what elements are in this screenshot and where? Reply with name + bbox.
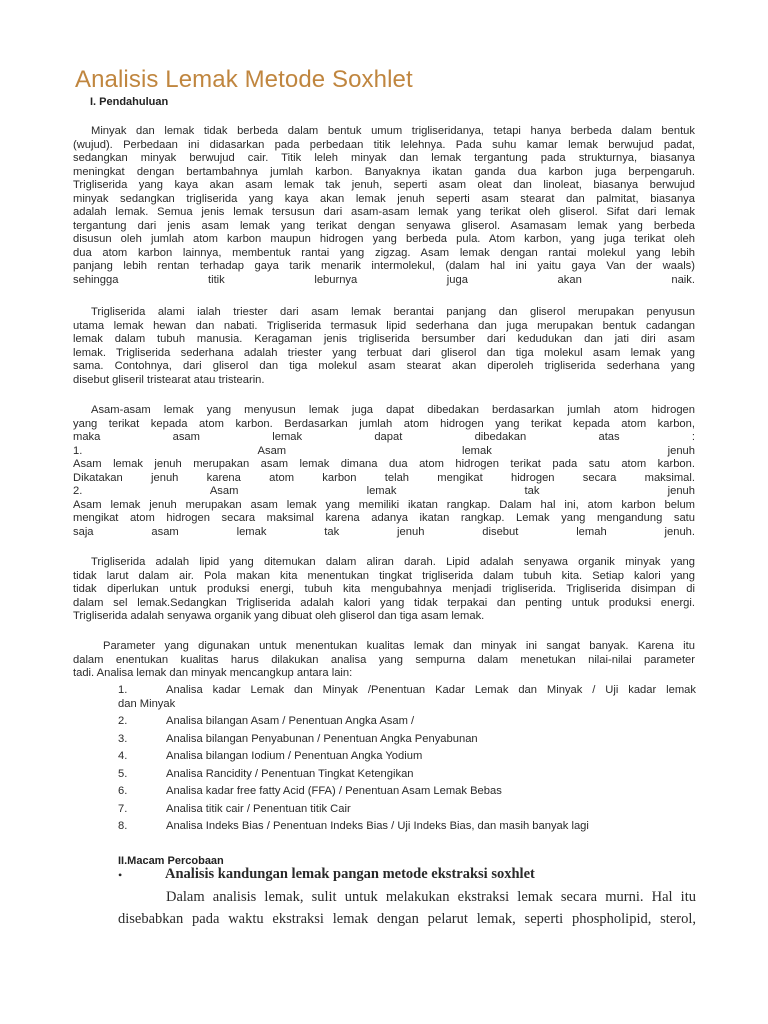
list-item-number: 4.: [118, 750, 128, 762]
paragraph-line: sedangkan minyak berwujud cair. Titik leleh minyak dan lemak tergantung pada strukturnya, biasanya: [73, 152, 695, 164]
list-item: [118, 768, 696, 786]
subsection-heading: Analisis kandungan lemak pangan metode ekstraksi soxhlet: [165, 866, 535, 882]
paragraph-line: disebut gliseril tristearat atau tristearin.: [73, 373, 265, 386]
list-item: [118, 803, 696, 821]
list-item-text: Analisa Rancidity / Penentuan Tingkat Ketengikan: [166, 767, 414, 780]
list-item-number: 2.: [118, 715, 128, 727]
list-item: [118, 820, 696, 838]
paragraph-line: Asam lemak jenuh merupakan asam lemak yang memiliki ikatan rangkap. Dalam hal ini, atom karbon belum: [73, 498, 695, 511]
paragraph-line: lemak dalam tubuh manusia. Keragaman jenis trigliserida bersumber dari kedudukan dan jati diri asam: [73, 333, 695, 345]
list-item-text: Analisa titik cair / Penentuan titik Cair: [166, 802, 351, 815]
paragraph-line: Minyak dan lemak tidak berbeda dalam bentuk umum trigliseridanya, tetapi hanya berbeda dalam bentuk: [91, 125, 695, 137]
list-item-number: 7.: [118, 802, 128, 815]
list-item-text-continued: dan Minyak: [118, 697, 176, 710]
paragraph-line: dua atom karbon lainnya, membentuk rantai yang zigzag. Asam lemak dengan rantai molekul yang lebih: [73, 246, 695, 259]
paragraph-line: Trigliserida adalah senyawa organik yang dibuat oleh gliserol dan tiga asam lemak.: [73, 610, 485, 622]
paragraph-line: 1. Asam lemak jenuh: [73, 444, 695, 457]
paragraph-line: Asam lemak jenuh merupakan asam lemak dimana dua atom hidrogen terikat pada satu atom karbon.: [73, 458, 695, 470]
paragraph-line: lemak. Trigliserida sederhana adalah triester yang terbuat dari gliserol dan tiga molekul asam lemak yang: [73, 346, 695, 359]
paragraph-line: yang terikat kepada atom karbon. Berdasarkan jumlah atom hidrogen yang terikat kepada atom karbon,: [73, 417, 695, 430]
paragraph-line: meningkat dengan bertambahnya jumlah karbon. Banyaknya ikatan ganda dua karbon juga berpengaruh.: [73, 165, 695, 178]
paragraph-line: 2. Asam lemak tak jenuh: [73, 485, 695, 497]
paragraph-3: [73, 404, 695, 539]
bullet-point: •: [118, 868, 123, 882]
paragraph-line: maka asam lemak dapat dibedakan atas :: [73, 431, 695, 443]
paragraph-5: [73, 640, 695, 681]
list-item: [118, 750, 696, 768]
paragraph-line: minyak sedangkan trigliserida yang kaya akan lemak jenuh seperti asam stearat dan palmitat, biasanya: [73, 192, 695, 205]
paragraph-line: Trigliserida alami ialah triester dari asam lemak berantai panjang dan gliserol merupakan penyusun: [91, 306, 695, 318]
list-item-number: 3.: [118, 732, 128, 745]
list-item-number: 6.: [118, 785, 128, 797]
paragraph-line: utama lemak hewan dan nabati. Trigliserida termasuk lipid sederhana dan juga merupakan bentuk cadangan: [73, 319, 695, 332]
paragraph-line: dalam enentukan kualitas harus dilakukan analisa yang sempurna dalam menetukan nilai-nilai parameter: [73, 653, 695, 666]
paragraph-line: sehingga titik leburnya juga akan naik.: [73, 273, 695, 286]
list-item-text: Analisa kadar free fatty Acid (FFA) / Penentuan Asam Lemak Bebas: [166, 785, 502, 797]
paragraph-line: mengikat atom hidrogen secara maksimal karena adanya ikatan rangkap. Lemak yang mengandung satu: [73, 512, 695, 524]
paragraph-line: Parameter yang digunakan untuk menentukan kualitas lemak dan minyak ini sangat banyak. Karena itu: [103, 640, 695, 652]
document-title: Analisis Lemak Metode Soxhlet: [75, 66, 413, 93]
paragraph-line: tidak diperlukan untuk produksi energi, tubuh kita mengubahnya menjadi trigliserida. Trigliserida disimpan di: [73, 583, 695, 595]
paragraph-line: tadi. Analisa lemak dan minyak mencangkup antara lain:: [73, 667, 353, 679]
list-item: [118, 733, 696, 751]
paragraph-line: Asam-asam lemak yang menyusun lemak juga dapat dibedakan berdasarkan jumlah atom hidrogen: [91, 404, 695, 416]
list-item-number: 8.: [118, 820, 128, 832]
list-item: [118, 684, 696, 715]
paragraph-line: tergantung dari jenis asam lemak yang terikat dengan senyawa gliserol. Asamasam lemak yang berbeda: [73, 219, 695, 232]
paragraph-line: saja asam lemak tak jenuh disebut lemah jenuh.: [73, 525, 695, 538]
section-heading-macam-percobaan: II.Macam Percobaan: [118, 855, 224, 867]
paragraph-1: [73, 125, 695, 287]
list-item-text: Analisa bilangan Penyabunan / Penentuan Angka Penyabunan: [166, 732, 478, 745]
list-item-text: Analisa bilangan Asam / Penentuan Angka Asam /: [166, 715, 415, 727]
paragraph-line: Trigliserida yang kaya akan asam lemak tak jenuh, seperti asam oleat dan linoleat, biasanya berwujud: [73, 179, 695, 191]
analysis-list: [118, 684, 696, 838]
paragraph-line: panjang lebih rentan terhadap gaya tarik menarik intermolekul, (dalam hal ini yaitu gaya Van der waals): [73, 260, 695, 272]
paragraph-line: disusun oleh jumlah atom karbon maupun hidrogen yang berbeda pula. Atom karbon, yang juga terikat oleh: [73, 233, 695, 245]
list-item: [118, 715, 696, 733]
paragraph-line: dalam sel lemak.Sedangkan Trigliserida adalah kalori yang tidak terpakai dan penting untuk produksi energi.: [73, 596, 695, 609]
paragraph-line: Trigliserida adalah lipid yang ditemukan dalam aliran darah. Lipid adalah senyawa organik minyak yang: [91, 556, 695, 568]
list-item-text: Analisa kadar Lemak dan Minyak /Penentuan Kadar Lemak dan Minyak / Uji kadar lemak: [166, 684, 696, 696]
paragraph-line: (wujud). Perbedaan ini didasarkan pada perbedaan titik lelehnya. Pada suhu kamar lemak berwujud padat,: [73, 138, 695, 151]
paragraph-line: Dikatakan jenuh karena atom karbon telah mengikat hidrogen secara maksimal.: [73, 471, 695, 484]
list-item-text: Analisa bilangan Iodium / Penentuan Angka Yodium: [166, 750, 423, 762]
paragraph-line: adalah lemak. Semua jenis lemak tersusun dari asam-asam lemak yang terikat oleh gliserol. Sifat dari lemak: [73, 206, 695, 218]
list-item-number: 1.: [118, 684, 128, 696]
paragraph-2: [73, 306, 695, 387]
paragraph-line: tidak larut dalam air. Pola makan kita menentukan tingkat trigliserida dalam tubuh kita. Setiap kalori yang: [73, 569, 695, 582]
paragraph-line: Dalam analisis lemak, sulit untuk melakukan ekstraksi lemak secara murni. Hal itu: [166, 889, 696, 905]
paragraph-4: [73, 556, 695, 624]
list-item-number: 5.: [118, 767, 128, 780]
paragraph-line: disebabkan pada waktu ekstraksi lemak dengan pelarut lemak, seperti phospholipid, sterol,: [118, 911, 696, 927]
section-heading-pendahuluan: I. Pendahuluan: [90, 96, 169, 108]
list-item-text: Analisa Indeks Bias / Penentuan Indeks Bias / Uji Indeks Bias, dan masih banyak lagi: [166, 820, 589, 832]
paragraph-line: sama. Contohnya, dari gliserol dan tiga molekul asam stearat akan diperoleh trigliserida sederhana yang: [73, 360, 695, 372]
list-item: [118, 785, 696, 803]
subsection-body: [118, 886, 696, 930]
